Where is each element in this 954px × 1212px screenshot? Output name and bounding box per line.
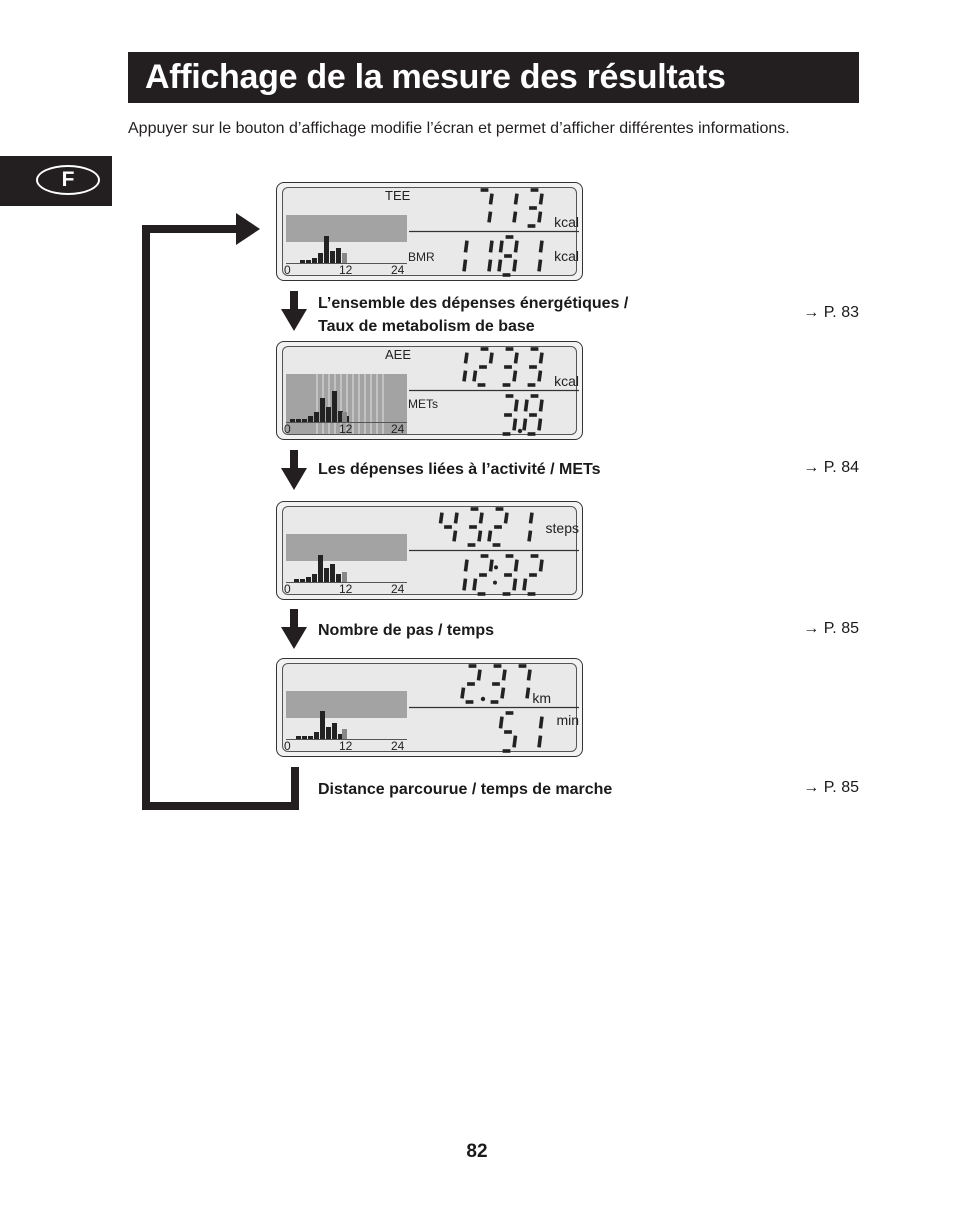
caption-line: Nombre de pas / temps bbox=[318, 622, 495, 639]
activity-bar bbox=[330, 251, 335, 263]
title-bar bbox=[128, 52, 859, 103]
caption-line: Taux de metabolism de base bbox=[318, 318, 535, 335]
top-unit: kcal bbox=[554, 373, 579, 389]
graph-tick-label: 0 bbox=[284, 582, 291, 596]
activity-bar bbox=[314, 412, 319, 422]
activity-bar bbox=[336, 248, 341, 263]
graph-tick-label: 0 bbox=[284, 739, 291, 753]
caption-line: Distance parcourue / temps de marche bbox=[318, 781, 613, 798]
graph-tick-label: 24 bbox=[391, 422, 405, 436]
bottom-value bbox=[464, 237, 542, 275]
graph-tick-label: 12 bbox=[339, 422, 353, 436]
lcd-graphics bbox=[277, 502, 584, 601]
graph-tick-label: 24 bbox=[391, 263, 405, 277]
graph-tick-label: 12 bbox=[339, 582, 353, 596]
page-reference: → P. 83 bbox=[803, 304, 859, 321]
step-caption bbox=[318, 778, 612, 801]
activity-bar bbox=[326, 727, 331, 739]
lcd-screen-distance-walk-time bbox=[276, 658, 583, 757]
activity-bar bbox=[326, 407, 331, 422]
page-reference: → P. 85 bbox=[803, 779, 859, 796]
graph-tick-label: 24 bbox=[391, 582, 405, 596]
language-badge: F bbox=[36, 165, 100, 195]
top-label: AEE bbox=[385, 347, 412, 362]
lcd-graphics bbox=[277, 342, 584, 441]
bottom-value bbox=[503, 396, 542, 434]
activity-bar bbox=[330, 564, 335, 582]
activity-bar bbox=[318, 555, 323, 582]
bottom-unit: kcal bbox=[554, 248, 579, 264]
bottom-unit: min bbox=[556, 712, 579, 728]
activity-bar bbox=[312, 574, 317, 582]
activity-bar bbox=[332, 723, 337, 739]
activity-bar bbox=[332, 391, 337, 422]
step-caption bbox=[318, 619, 494, 642]
page-title: Affichage de la mesure des résultats bbox=[145, 58, 726, 96]
activity-bar bbox=[300, 260, 305, 263]
activity-bar bbox=[306, 577, 311, 582]
lcd-screen-aee-mets bbox=[276, 341, 583, 440]
bottom-value bbox=[464, 556, 542, 594]
down-arrow-icon bbox=[281, 609, 307, 649]
activity-bar bbox=[302, 736, 307, 739]
language-tab bbox=[0, 156, 112, 206]
activity-bar bbox=[296, 419, 301, 422]
down-arrow-icon bbox=[281, 291, 307, 331]
graph-tick-label: 24 bbox=[391, 739, 405, 753]
activity-bar bbox=[294, 579, 299, 582]
activity-bar bbox=[324, 568, 329, 582]
graph-tick-label: 0 bbox=[284, 422, 291, 436]
activity-bar bbox=[302, 419, 307, 422]
activity-bar bbox=[320, 711, 325, 739]
top-value bbox=[464, 349, 542, 385]
activity-bar bbox=[306, 260, 311, 263]
bottom-label: BMR bbox=[408, 250, 435, 264]
page-reference: → P. 85 bbox=[803, 620, 859, 637]
activity-bar bbox=[308, 416, 313, 422]
page-reference: → P. 84 bbox=[803, 459, 859, 476]
activity-bar bbox=[318, 253, 323, 263]
activity-bar bbox=[320, 398, 325, 422]
activity-bar bbox=[290, 419, 295, 422]
intro-text: Appuyer sur le bouton d’affichage modifie l’écran et permet d’afficher différentes informations. bbox=[128, 120, 790, 137]
activity-bar bbox=[314, 732, 319, 739]
bottom-label: METs bbox=[408, 397, 438, 411]
top-value bbox=[462, 666, 530, 702]
step-caption bbox=[318, 458, 601, 481]
top-value bbox=[441, 509, 533, 545]
top-unit: steps bbox=[545, 520, 579, 536]
caption-line: L’ensemble des dépenses énergétiques / bbox=[318, 295, 629, 312]
lcd-graphics bbox=[277, 183, 584, 282]
graph-tick-label: 12 bbox=[339, 263, 353, 277]
top-unit: km bbox=[532, 690, 551, 706]
graph-tick-label: 0 bbox=[284, 263, 291, 277]
top-value bbox=[481, 190, 542, 226]
graph-tick-label: 12 bbox=[339, 739, 353, 753]
lcd-screen-steps-time bbox=[276, 501, 583, 600]
bottom-value bbox=[501, 713, 543, 751]
step-caption bbox=[318, 292, 628, 338]
activity-bar bbox=[300, 579, 305, 582]
top-unit: kcal bbox=[554, 214, 579, 230]
lcd-graphics bbox=[277, 659, 584, 758]
activity-bar bbox=[296, 736, 301, 739]
top-label: TEE bbox=[385, 188, 411, 203]
activity-bar bbox=[324, 236, 329, 263]
activity-bar bbox=[308, 736, 313, 739]
activity-bar bbox=[336, 574, 341, 582]
down-arrow-icon bbox=[281, 450, 307, 490]
lcd-screen-tee-bmr bbox=[276, 182, 583, 281]
activity-bar bbox=[312, 258, 317, 263]
page-number: 82 bbox=[466, 1141, 488, 1162]
caption-line: Les dépenses liées à l’activité / METs bbox=[318, 461, 601, 478]
